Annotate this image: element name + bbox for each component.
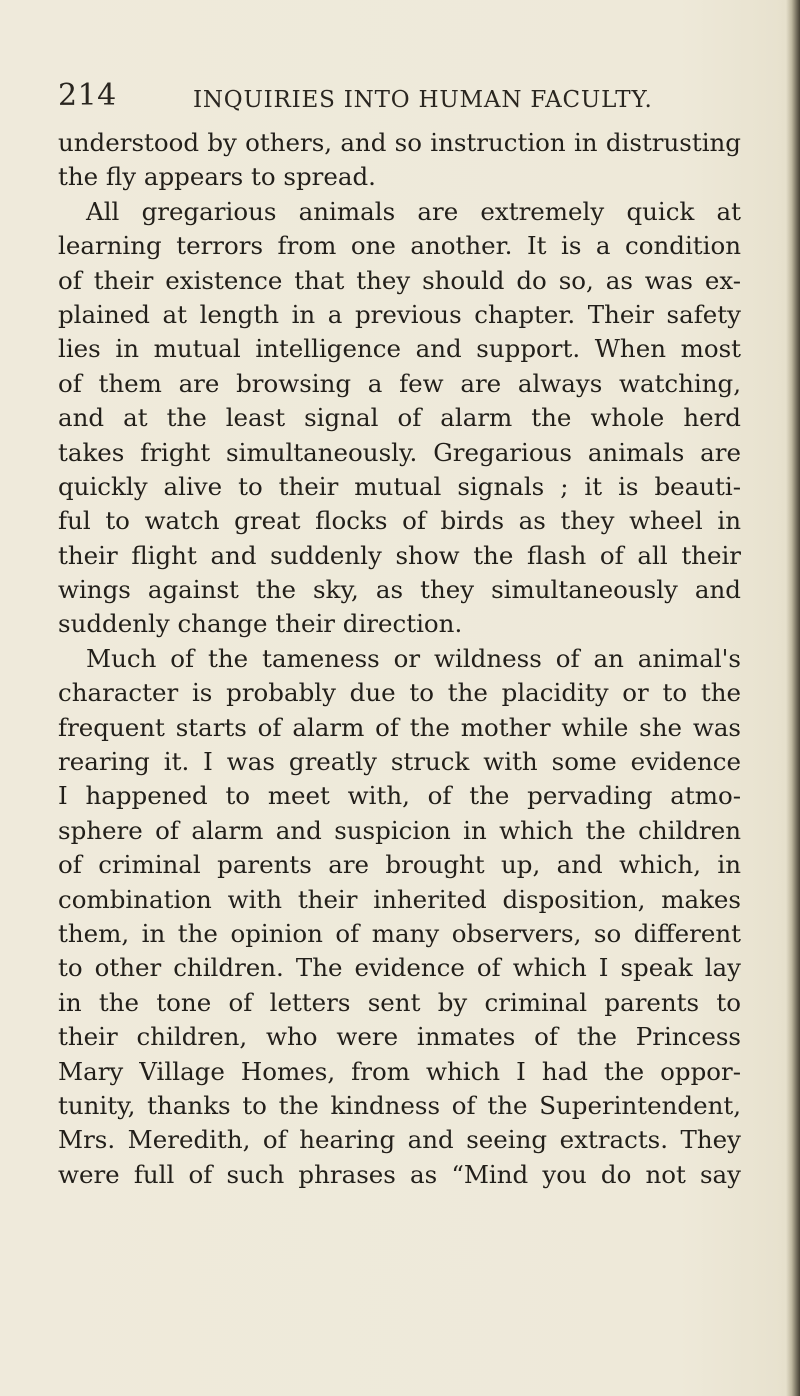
text-line: I happened to meet with, of the pervading atmo- <box>58 781 741 811</box>
page-header <box>58 78 738 118</box>
paragraph-start-line: Much of the tameness or wildness of an animal's <box>86 643 741 673</box>
text-line: combination with their inherited disposition, makes <box>58 884 741 914</box>
text-line: suddenly change their direction. <box>58 609 463 639</box>
text-line: in the tone of letters sent by criminal parents to <box>58 987 741 1017</box>
text-line: quickly alive to their mutual signals ; it is beauti- <box>58 471 741 501</box>
text-line: their flight and suddenly show the flash of all their <box>58 540 741 570</box>
text-line: character is probably due to the placidity or to the <box>58 678 741 708</box>
text-line: learning terrors from one another. It is a condition <box>58 231 741 261</box>
text-line: sphere of alarm and suspicion in which the children <box>58 815 741 845</box>
text-line: understood by others, and so instruction in distrusting <box>58 128 741 157</box>
text-line: lies in mutual intelligence and support. When most <box>58 334 741 364</box>
text-line: ful to watch great flocks of birds as they wheel in <box>58 506 741 536</box>
text-line: frequent starts of alarm of the mother while she was <box>58 712 741 742</box>
text-line: rearing it. I was greatly struck with some evidence <box>58 747 741 777</box>
running-head: INQUIRIES INTO HUMAN FACULTY. <box>193 87 653 113</box>
text-line: takes fright simultaneously. Gregarious animals are <box>58 437 741 467</box>
paragraph-start-line: All gregarious animals are extremely quick at <box>86 196 741 226</box>
text-line: wings against the sky, as they simultaneously and <box>58 575 741 605</box>
page-number: 214 <box>58 78 117 113</box>
text-line: of their existence that they should do so, as was ex- <box>58 265 741 295</box>
text-line: their children, who were inmates of the Princess <box>58 1022 741 1052</box>
text-line: were full of such phrases as “Mind you do not say <box>58 1159 741 1189</box>
text-line: plained at length in a previous chapter. Their safety <box>58 299 741 329</box>
text-line: and at the least signal of alarm the whole herd <box>58 403 741 433</box>
text-line: of criminal parents are brought up, and which, in <box>58 850 741 880</box>
text-line: Mary Village Homes, from which I had the oppor- <box>58 1056 741 1086</box>
text-line: of them are browsing a few are always watching, <box>58 368 741 398</box>
text-line: tunity, thanks to the kindness of the Superintendent, <box>58 1090 741 1120</box>
text-line: Mrs. Meredith, of hearing and seeing extracts. They <box>58 1125 741 1155</box>
body-text <box>58 126 741 1192</box>
text-line: the fly appears to spread. <box>58 162 376 192</box>
text-line: to other children. The evidence of which I speak lay <box>58 953 741 983</box>
text-line: them, in the opinion of many observers, so different <box>58 918 741 948</box>
page-binding-edge <box>786 0 800 1396</box>
